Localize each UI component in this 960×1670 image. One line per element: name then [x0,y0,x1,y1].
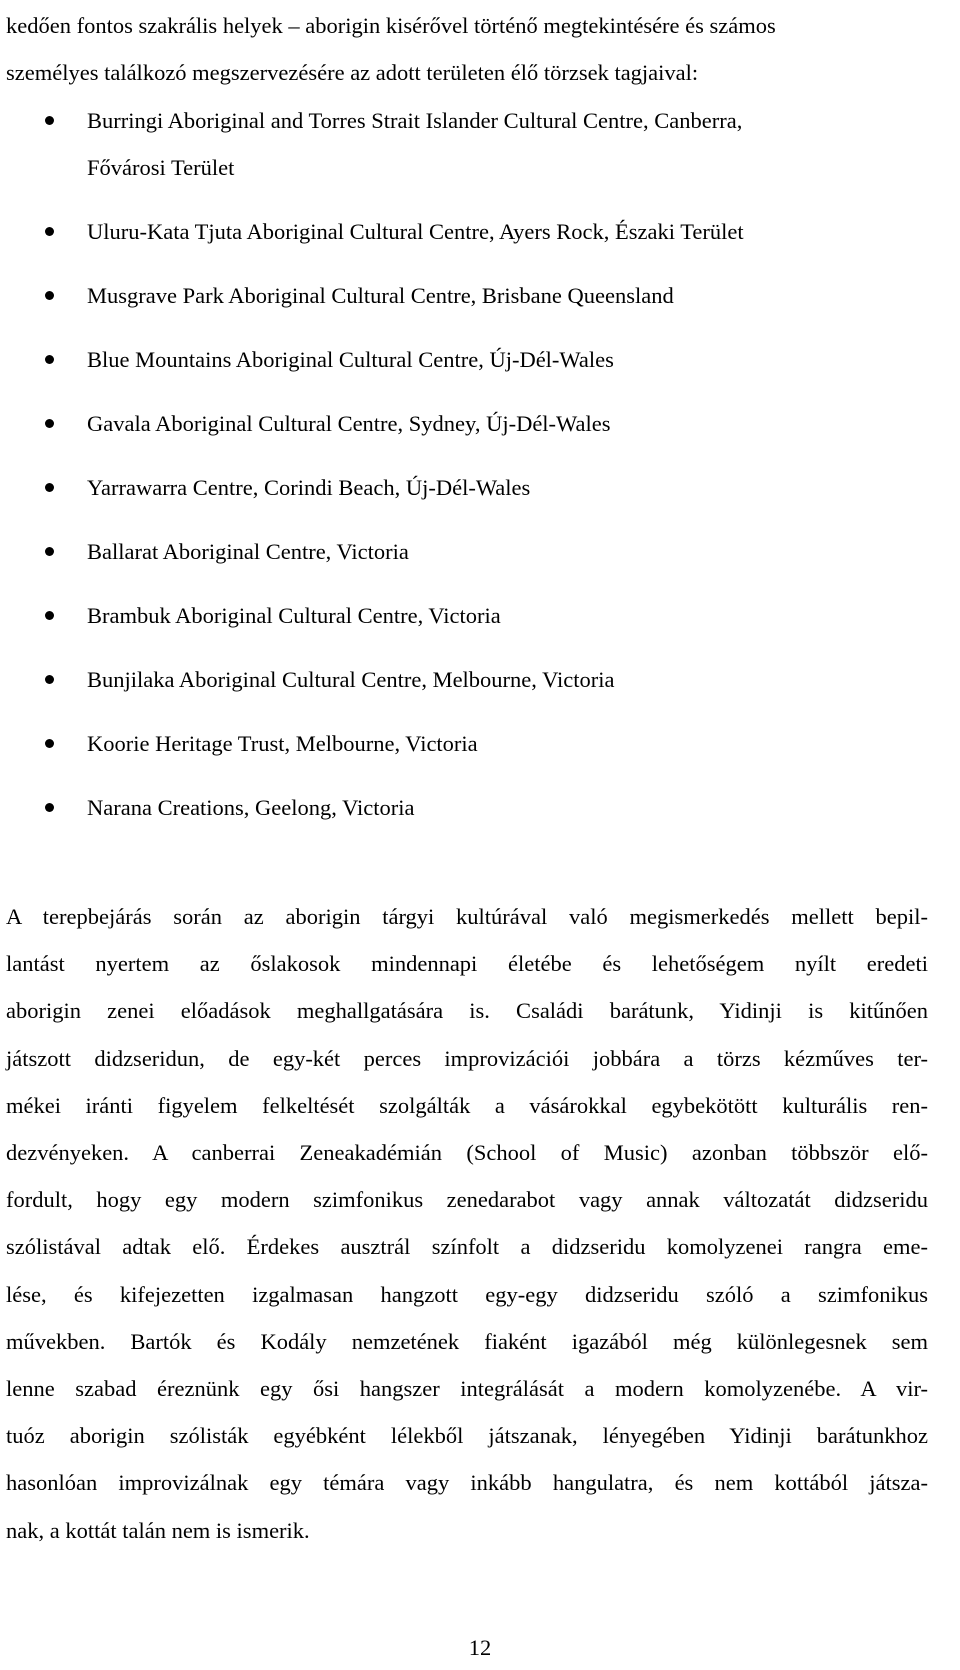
list-item-text: Brambuk Aboriginal Cultural Centre, Victoria [87,603,501,628]
bullet-icon [45,483,54,492]
paragraph-line: mékei iránti figyelem felkeltését szolgálták a vásárokkal egybekötött kulturális ren- [6,1092,928,1118]
paragraph-line: játszott didzseridun, de egy-két perces improvizációi jobbára a törzs kézműves ter- [6,1045,928,1071]
list-item [0,336,940,383]
list-item [0,97,940,191]
list-item [0,208,940,255]
paragraph-line: lése, és kifejezetten izgalmasan hangzott egy-egy didzseridu szóló a szimfonikus [6,1281,928,1307]
bullet-icon [45,803,54,812]
list-item-text: Musgrave Park Aboriginal Cultural Centre, Brisbane Queensland [87,283,674,308]
paragraph-line: művekben. Bartók és Kodály nemzetének fiaként igazából még különlegesnek sem [6,1328,928,1354]
list-item-text: Bunjilaka Aboriginal Cultural Centre, Melbourne, Victoria [87,667,615,692]
list-item [0,272,940,319]
bullet-icon [45,675,54,684]
list-item-text: Fővárosi Terület [87,155,235,180]
body-paragraph [6,893,928,1554]
list-item [0,464,940,511]
list-item [0,528,940,575]
list-item-text: Ballarat Aboriginal Centre, Victoria [87,539,409,564]
bullet-icon [45,227,54,236]
paragraph-line: nak, a kottát talán nem is ismerik. [6,1517,310,1543]
paragraph-line: aborigin zenei előadások meghallgatására is. Családi barátunk, Yidinji is kitűnően [6,998,928,1024]
list-item-text: Yarrawarra Centre, Corindi Beach, Új-Dél-Wales [87,475,531,500]
list-item [0,656,940,703]
list-item [0,592,940,639]
list-item [0,400,940,447]
paragraph-line: lenne szabad éreznünk egy ősi hangszer integrálását a modern komolyzenébe. A vir- [6,1376,928,1402]
bullet-icon [45,547,54,556]
bullet-icon [45,291,54,300]
list-item [0,784,940,831]
page-number: 12 [468,1635,492,1660]
paragraph-line: A terepbejárás során az aborigin tárgyi kultúrával való megismerkedés mellett bepil- [6,904,928,929]
bullet-icon [45,116,54,125]
paragraph-line: fordult, hogy egy modern szimfonikus zenedarabot vagy annak változatát didzseridu [6,1187,928,1213]
list-item [0,720,940,767]
list-item-text: Uluru-Kata Tjuta Aboriginal Cultural Centre, Ayers Rock, Északi Terület [87,219,744,244]
intro-text [6,2,926,96]
intro-line: kedően fontos szakrális helyek – aborigin kisérővel történő megtekintésére és számos [6,13,776,38]
paragraph-line: lantást nyertem az őslakosok mindennapi életébe és lehetőségem nyílt eredeti [6,951,928,977]
paragraph-line: hasonlóan improvizálnak egy témára vagy inkább hangulatra, és nem kottából játsza- [6,1470,928,1496]
paragraph-line: tuóz aborigin szólisták egyébként lélekből játszanak, lényegében Yidinji barátunkhoz [6,1423,928,1449]
paragraph-line: szólistával adtak elő. Érdekes ausztrál színfolt a didzseridu komolyzenei rangra eme- [6,1234,928,1260]
cultural-centre-list [0,97,940,848]
bullet-icon [45,611,54,620]
list-item-text: Gavala Aboriginal Cultural Centre, Sydney, Új-Dél-Wales [87,411,611,436]
paragraph-line: dezvényeken. A canberrai Zeneakadémián (School of Music) azonban többször elő- [6,1140,928,1166]
intro-line: személyes találkozó megszervezésére az adott területen élő törzsek tagjaival: [6,60,699,85]
bullet-icon [45,739,54,748]
list-item-text: Koorie Heritage Trust, Melbourne, Victoria [87,731,478,756]
list-item-text: Blue Mountains Aboriginal Cultural Centre, Új-Dél-Wales [87,347,614,372]
bullet-icon [45,355,54,364]
list-item-text: Burringi Aboriginal and Torres Strait Islander Cultural Centre, Canberra, [87,108,743,133]
bullet-icon [45,419,54,428]
list-item-text: Narana Creations, Geelong, Victoria [87,795,415,820]
